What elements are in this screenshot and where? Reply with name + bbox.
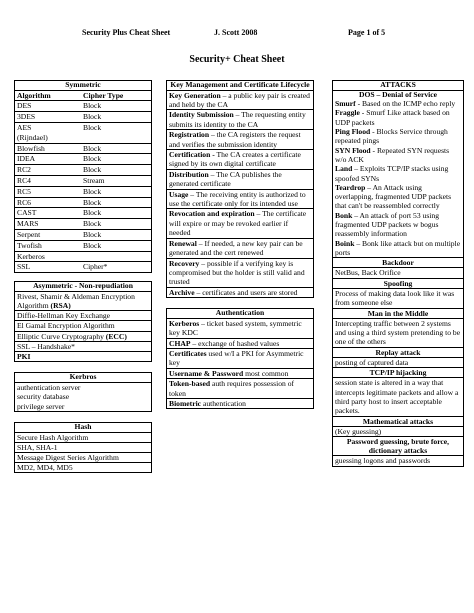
auth-desc: auth requires possession of token [169,379,295,398]
keymgmt-item [167,209,313,238]
hash-line: Message Digest Series Algorithm [15,453,151,463]
algorithm-cell: RC4 [17,175,31,185]
auth-desc: used w/I a PKI for Asymmetric key [169,348,304,368]
keymgmt-desc: – The certificate will expire or may be revoked earlier if needed [169,209,307,238]
asymmetric-title: Asymmetric - Non-repudiation [15,282,151,292]
symmetric-title: Symmetric [15,81,151,91]
symmetric-row [15,144,151,155]
kerbros-lines [15,383,151,411]
dos-desc: - Smurf Like attack based on UDP packets [335,108,450,127]
keymgmt-item [167,170,313,190]
cipher-cell: Block [83,165,102,175]
left-column [14,80,152,473]
auth-item [167,399,313,408]
hash-line: SHA, SHA-1 [15,443,151,453]
dos-term: Smurf [335,99,356,109]
symmetric-row [15,208,151,219]
cipher-cell: Block [83,154,102,164]
dos-item [333,164,463,183]
cipher-cell: Block [83,143,102,153]
asymmetric-item-text: SSL – Handshake* [17,341,75,351]
keymgmt-term: Certification - [169,150,215,160]
dos-item [333,99,463,108]
keymgmt-item [167,259,313,288]
keymgmt-item [167,130,313,150]
asymmetric-box [14,281,152,362]
authentication-box [166,308,314,409]
asymmetric-item [15,332,151,342]
symmetric-row [15,252,151,263]
keymgmt-desc: – possible if a verifying key is compromised but the holder is still valid and trusted [169,258,305,287]
asymmetric-item-text: Elliptic Curve Cryptography [17,331,106,341]
symmetric-row [15,101,151,112]
dos-item [333,108,463,127]
asymmetric-item-bold: (ECC) [105,331,127,341]
dos-term: Fraggle [335,108,360,118]
asymmetric-item-text: El Gamal Encryption Algorithm [17,321,115,331]
cipher-cell [79,252,151,262]
cipher-cell: Block [83,112,102,122]
dos-term: Ping Flood [335,127,371,137]
keymgmt-item [167,110,313,130]
algorithm-cell: RC6 [17,197,31,207]
algorithm-cell: Serpent [17,229,41,239]
auth-item [167,339,313,349]
math-title: Mathematical attacks [333,416,463,427]
dos-title: DOS – Denial of Service [358,89,438,99]
page-title: Security+ Cheat Sheet [189,54,285,65]
asymmetric-item [15,342,151,352]
cipher-cell: Block [83,208,102,218]
cipher-cell: Block [83,229,102,239]
dos-item [333,146,463,165]
keymgmt-box [166,80,314,298]
dos-term: Teardrop [335,182,366,192]
auth-item [167,369,313,379]
header-right: Page 1 of 5 [348,28,386,37]
auth-desc: – exchange of hashed values [190,338,280,348]
asymmetric-item [15,311,151,321]
algorithm-cell: DES [17,101,32,111]
header-center: J. Scott 2008 [214,28,258,37]
mitm-title: Man in the Middle [333,308,463,319]
dos-term: Boink [335,238,355,248]
keymgmt-term: Registration [169,130,210,140]
authentication-items [167,319,313,409]
algorithm-cell: SSL [17,262,31,272]
keymgmt-term: Usage [169,189,189,199]
auth-term: Kerberos [169,318,200,328]
spoofing-title: Spoofing [333,278,463,289]
replay-text: posting of captured data [335,357,409,367]
auth-term: CHAP [169,338,191,348]
dos-desc: – Exploits TCP/IP stacks using spoofed SYNs [335,164,449,183]
dos-desc: - Based on the ICMP echo reply [355,99,456,109]
algorithm-cell: AES (Rijndael) [17,122,48,142]
algorithm-cell: Kerberos [17,251,45,261]
cipher-cell: Block [83,186,102,196]
symmetric-row [15,187,151,198]
auth-item [167,379,313,399]
keymgmt-desc: – The CA publishes the generated certificate [169,169,282,189]
authentication-title: Authentication [167,309,313,319]
cipher-cell: Block [83,197,102,207]
auth-term: Username & Password [169,368,244,378]
auth-desc: most common [243,368,289,378]
keymgmt-desc: – certificates and users are stored [194,287,298,297]
symmetric-row [15,198,151,209]
symmetric-row [15,230,151,241]
cipher-cell: Block [83,219,102,229]
right-column [332,80,464,467]
keymgmt-item [167,91,313,111]
algorithm-cell: IDEA [17,154,36,164]
cipher-cell: Block [83,240,102,250]
dos-desc: - Repeated SYN requests w/o ACK [335,145,450,164]
asymmetric-item [15,321,151,331]
attacks-title: ATTACKS [333,81,463,91]
keymgmt-term: Identity Submission [169,110,234,120]
asymmetric-item [15,352,151,361]
auth-item [167,319,313,339]
password-title: Password guessing, brute force, dictionary attacks [333,436,463,456]
dos-desc: – Bonk like attack but on multiple ports [335,238,461,257]
keymgmt-item [167,190,313,210]
attacks-box [332,80,464,467]
kerbros-box [14,372,152,412]
hash-line: MD2, MD4, MD5 [17,463,73,473]
symmetric-table [14,80,152,273]
keymgmt-desc: – If needed, a new key pair can be generated and the cert renewed [169,238,303,258]
header-left: Security Plus Cheat Sheet [82,28,171,37]
symmetric-row [15,123,151,144]
dos-item [333,239,463,258]
algorithm-cell: RC5 [17,186,31,196]
asymmetric-item-text: Diffie-Hellman Key Exchange [17,311,111,321]
dos-term: SYN Flood [335,145,371,155]
hash-box [14,422,152,473]
auth-term: Certificates [169,348,207,358]
middle-column [166,80,314,409]
keymgmt-title: Key Management and Certificate Lifecycle [167,81,313,91]
kerbros-line: privilege server [17,401,65,411]
keymgmt-desc: – the CA registers the request and verifies the submission identity [169,130,301,149]
dos-items [333,99,463,257]
backdoor-title: Backdoor [333,257,463,268]
auth-item [167,349,313,369]
symmetric-col-algorithm: Algorithm [17,90,51,100]
dos-term: Bonk [335,210,353,220]
dos-item [333,183,463,211]
keymgmt-term: Revocation and expiration [169,209,255,219]
algorithm-cell: Twofish [17,240,42,250]
backdoor-text: NetBus, Back Orifice [335,268,401,278]
algorithm-cell: RC2 [17,165,31,175]
algorithm-cell: 3DES [17,112,36,122]
keymgmt-items [167,91,313,298]
asymmetric-item-text: Rivest, Shamir & Aldeman Encryption Algorithm [17,291,135,310]
auth-term: Biometric [169,398,202,408]
cipher-cell: Stream [83,175,105,185]
math-text: (Key guessing) [335,426,382,436]
asymmetric-item-bold: PKI [17,351,31,361]
dos-desc: – An attack of port 53 using fragmented UDP packets w bogus reassembly information [335,210,439,239]
symmetric-row [15,219,151,230]
asymmetric-item-bold: (RSA) [50,300,71,310]
symmetric-row [15,176,151,187]
symmetric-row [15,241,151,252]
kerbros-title: Kerbros [15,373,151,383]
dos-desc: – An Attack using overlapping, fragmented UDP packets that can't be reassembled correctly [335,182,452,211]
kerbros-line: authentication server [17,382,81,392]
cipher-cell: Block [83,122,102,132]
symmetric-col-cipher: Cipher Type [83,90,124,100]
dos-item [333,127,463,146]
keymgmt-desc: – a public key pair is created and held by the CA [169,90,310,109]
keymgmt-item [167,239,313,259]
algorithm-cell: CAST [17,208,37,218]
kerbros-line: security database [17,392,70,402]
keymgmt-desc: – The receiving entity is authorized to use the certificate only for its intended use [169,189,306,209]
keymgmt-item [167,288,313,297]
dos-item [333,211,463,239]
password-text: guessing logons and passwords [335,456,431,466]
spoofing-text: Process of making data look like it was from someone else [335,288,455,308]
keymgmt-desc: – The requesting entity submits its identity to the CA [169,110,306,129]
symmetric-row [15,154,151,165]
auth-desc: authentication [201,398,246,408]
hash-title: Hash [15,423,151,433]
keymgmt-desc: The CA creates a certificate signed by its own digital certificate [169,150,301,169]
keymgmt-term: Archive [169,287,195,297]
tcpip-text: session state is altered in a way that intercepts legitimate packets and allow a third party host to insert acceptable packets. [335,378,459,416]
symmetric-header-row [15,91,151,102]
keymgmt-term: Recovery [169,258,200,268]
symmetric-row [15,165,151,176]
cipher-cell: Cipher* [83,262,108,272]
hash-line: Secure Hash Algorithm [15,433,151,443]
keymgmt-item [167,150,313,170]
dos-term: Land [335,164,353,174]
algorithm-cell: Blowfish [17,143,45,153]
keymgmt-term: Distribution [169,169,209,179]
auth-desc: – ticket based system, symmetric key KDC [169,318,302,338]
symmetric-row [15,262,151,272]
cipher-cell: Block [83,101,102,111]
asymmetric-items [15,292,151,361]
hash-lines [15,433,151,473]
dos-desc: - Blocks Service through repeated pings [335,127,448,146]
tcpip-title: TCP/IP hijacking [333,367,463,378]
replay-title: Replay attack [333,347,463,358]
algorithm-cell: MARS [17,219,39,229]
auth-term: Token-based [169,379,211,389]
symmetric-row [15,112,151,123]
keymgmt-term: Key Generation [169,90,221,100]
mitm-text: Intercepting traffic between 2 systems and using a third system pretending to be one of the others [335,318,461,347]
symmetric-rows [15,101,151,272]
keymgmt-term: Renewal [169,238,197,248]
asymmetric-item [15,292,151,311]
